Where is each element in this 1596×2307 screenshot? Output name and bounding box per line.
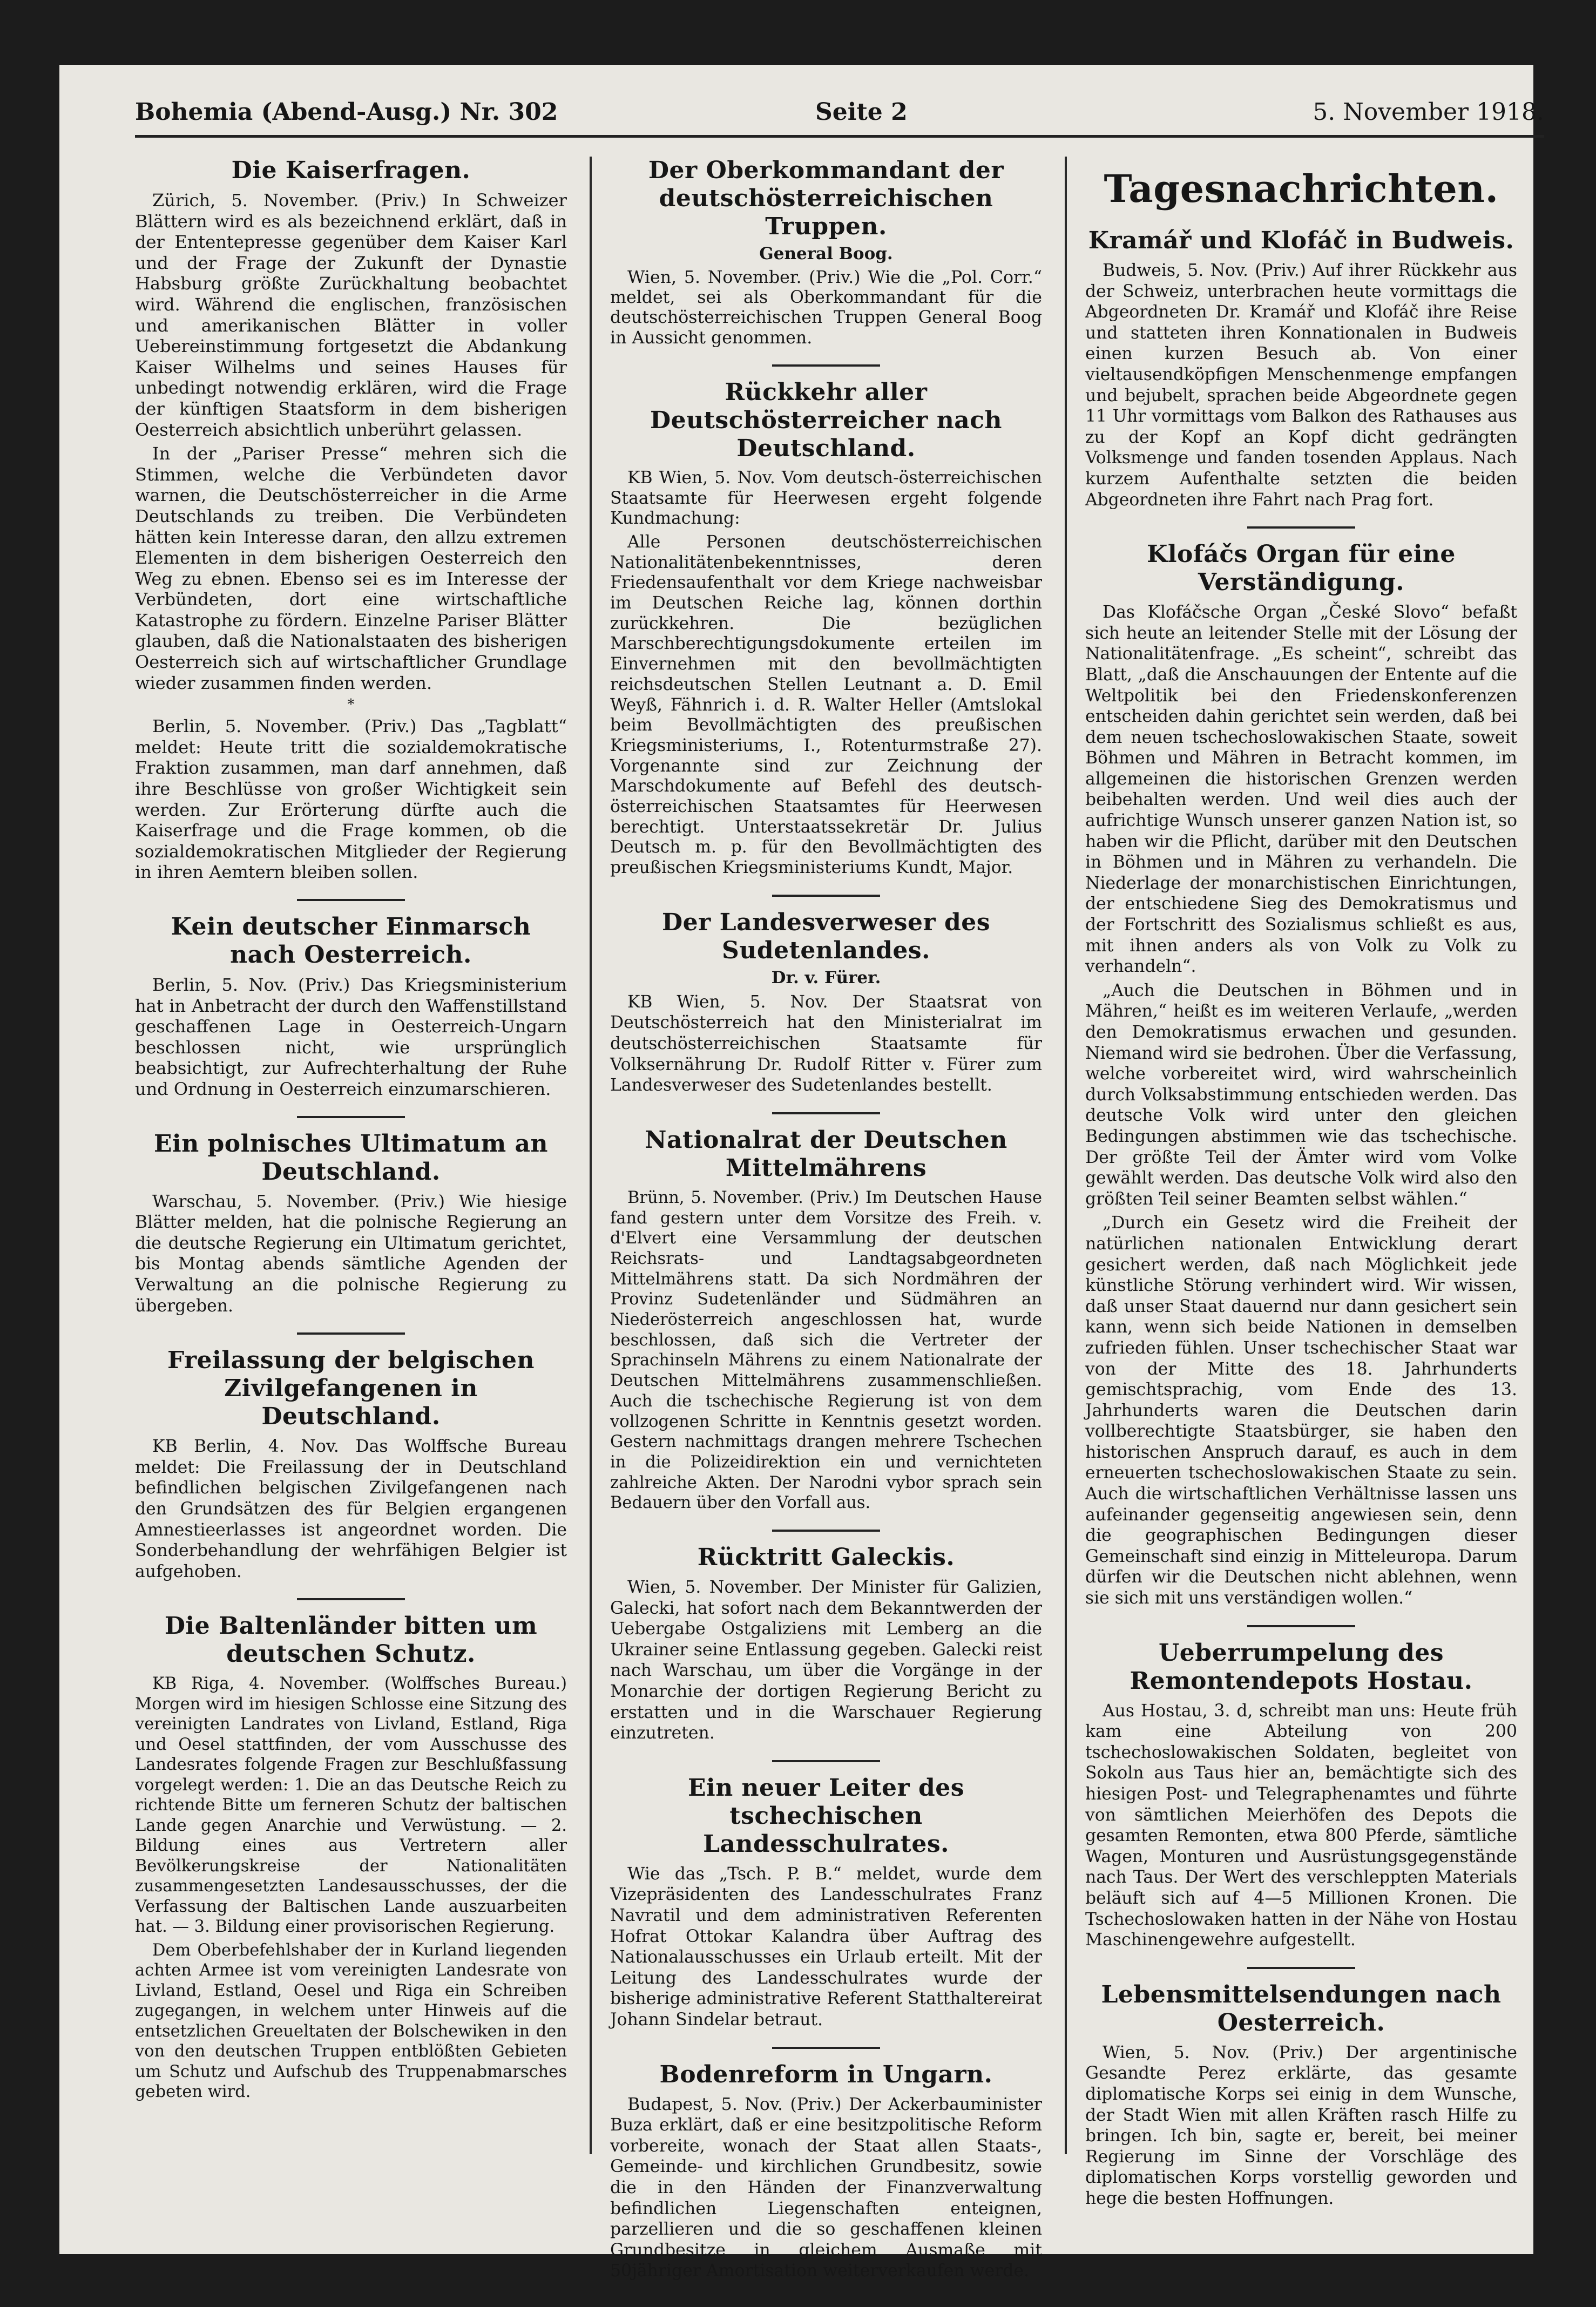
headline: Der Oberkommandant der deutschösterreichischen Truppen. (648, 157, 1004, 240)
paragraph: KB Riga, 4. November. (Wolffsches Bureau.) Morgen wird im hiesigen Schlosse eine Sitzung des vereinigten Landrates von Livland, Estland, Riga und Oesel stattfinden, der vom Ausschusse des Landesrates folgende Fragen zur Beschlußfassung vorgelegt werden: 1. Die an das Deutsche Reich zu richtende Bitte um ferneren Schutz der baltischen Lande gegen Anarchie und Verwüstung. — 2. Bildung eines aus Vertretern aller Bevölkerungskreise der Nationalitäten zusammengesetzten Landesausschusses, der die Verfassung der Baltischen Lande auszuarbeiten hat. — 3. Bildung einer provisorischen Regierung. (135, 1674, 567, 1937)
article-oberkommandant (610, 157, 1042, 348)
paragraph: KB Wien, 5. Nov. Der Staatsrat von Deutschösterreich hat den Ministerialrat im deutschösterreichischen Staatsamte für Volksernährung Dr. Rudolf Ritter v. Fürer zum Landesverweser des Sudetenlandes bestellt. (610, 992, 1042, 1095)
article-separator (772, 364, 880, 367)
section-title: Tagesnachrichten. (1104, 166, 1499, 211)
article-ruecktritt-galecki (610, 1544, 1042, 1744)
article-separator (772, 1530, 880, 1532)
headline: Rücktritt Galeckis. (697, 1544, 955, 1572)
page-header (135, 86, 1544, 138)
article-landesschulrat (610, 1774, 1042, 2031)
paragraph: Wie das „Tsch. P. B.“ meldet, wurde dem Vizepräsidenten des Landesschulrates Franz Navratil und dem administrativen Referenten Hofrat Ottokar Kalandra über Auftrag des Nationalausschusses ein Urlaub erteilt. Mit der Leitung des Landesschulrates wurde der bisherige administrative Referent Statthaltereirat Johann Sindelar betraut. (610, 1864, 1042, 2029)
article-lebensmittel (1085, 1981, 1517, 2209)
article-nationalrat (610, 1126, 1042, 1513)
paragraph: Zürich, 5. November. (Priv.) In Schweizer Blättern wird es als bezeichnend erklärt, daß in der Ententepresse gegenüber dem Kaiser Karl und der Frage der Zukunft der Dynastie Habsburg größte Zurückhaltung beobachtet wird. Während die englischen, französischen und amerikanischen Blätter in voller Uebereinstimmung fortgesetzt die Abdankung Kaiser Wilhelms und seines Hauses für unbedingt notwendig erklären, wird die Frage der künftigen Staatsform in dem bisherigen Oesterreich absichtlich unberührt gelassen. (135, 190, 567, 440)
article-bodenreform (610, 2061, 1042, 2282)
article-belgische-zivilgefangene (135, 1347, 567, 1582)
headline: Ein neuer Leiter des tschechischen Landesschulrates. (687, 1774, 965, 1858)
headline: Nationalrat der Deutschen Mittelmährens (645, 1126, 1007, 1182)
article-separator (1247, 1625, 1355, 1627)
paragraph: „Durch ein Gesetz wird die Freiheit der natürlichen nationalen Entwicklung derart gesichert werden, daß nach Möglichkeit jede künstliche Störung verhindert wird. Wir wissen, daß unser Staat dauernd nur dann gesichert sein kann, wenn sich beide Nationen in demselben zufrieden fühlen. Unser tschechischer Staat war von der Mitte des 18. Jahrhunderts gemischtsprachig, vom Ende des 13. Jahrhunderts waren die Deutschen darin vollberechtigte Staatsbürger, sie haben den historischen Anspruch darauf, es auch in dem erneuerten tschechoslowakischen Staate zu sein. Auch die wirtschaftlichen Verhältnisse lassen uns aufeinander gegenseitig angewiesen sein, denn die geographischen Bedingungen dieser Gemeinschaft sind einzig in Mitteleuropa. Darum dürfen wir die Deutschen nicht ablehnen, wenn sie sich mit uns verständigen wollen.“ (1085, 1213, 1517, 1608)
article-separator (772, 1112, 880, 1114)
paragraph: In der „Pariser Presse“ mehren sich die Stimmen, welche die Verbündeten davor warnen, die Deutschösterreicher in die Arme Deutschlands zu treiben. Die Verbündeten hätten kein Interesse daran, den allzu extremen Elementen in dem bisherigen Oesterreich den Weg zu ebnen. Ebenso sei es im Interesse der Verbündeten, dort eine wirtschaftliche Katastrophe zu fördern. Einzelne Pariser Blätter glauben, daß die Nationalstaaten des bisherigen Oesterreich sich auf wirtschaftlicher Grundlage wieder zusammen finden werden. (135, 443, 567, 693)
headline: Die Baltenländer bitten um deutschen Schutz. (164, 1612, 538, 1668)
article-baltenlaender (135, 1612, 567, 2102)
article-remontendepot (1085, 1639, 1517, 1951)
article-rueckkehr (610, 378, 1042, 878)
paragraph: Alle Personen deutschösterreichischen Nationalitätenbekenntnisses, deren Friedensaufenthalt vor dem Kriege nachweisbar im Deutschen Reiche lag, können dorthin zurückkehren. Die bezüglichen Marschberechtigungsdokumente erteilen im Einvernehmen mit den bevollmächtigten reichsdeutschen Stellen Leutnant a. D. Emil Weyß, Fähnrich i. d. R. Walter Heller (Amtslokal beim Bevollmächtigten des preußischen Kriegsministeriums, I., Rotenturmstraße 27). Vorgenannte sind zur Zeichnung der Marschdokumente auf Befehl des deutsch-österreichischen Staatsamtes für Heerwesen berechtigt. Unterstaatssekretär Dr. Julius Deutsch m. p. für den Bevollmächtigten des preußischen Kriegsministeriums Kundt, Major. (610, 532, 1042, 878)
column-2 (610, 157, 1042, 2281)
headline: Freilassung der belgischen Zivilgefangenen in Deutschland. (167, 1347, 535, 1431)
section-tagesnachrichten (1085, 167, 1517, 211)
article-landesverweser (610, 909, 1042, 1096)
column-1 (135, 157, 567, 2241)
paragraph: Berlin, 5. November. (Priv.) Das „Tagblatt“ meldet: Heute tritt die sozialdemokratische Fraktion zusammen, man darf annehmen, daß ihre Beschlüsse von großer Wichtigkeit sein werden. Zur Erörterung dürfte auch die Kaiserfrage und die Frage kommen, ob die sozialdemokratischen Mitglieder der Regierung in ihren Aemtern bleiben sollen. (135, 716, 567, 883)
article-klofac-organ (1085, 540, 1517, 1609)
article-kaiserfragen (135, 157, 567, 883)
headline: Kein deutscher Einmarsch nach Oesterreich. (171, 913, 531, 969)
paragraph: Brünn, 5. November. (Priv.) Im Deutschen Hause fand gestern unter dem Vorsitze des Freih. v. d'Elvert eine Versammlung der deutschen Reichsrats- und Landtagsabgeordneten Mittelmährens statt. Da sich Nordmähren der Provinz Sudetenländer und Südmähren an Niederösterreich angeschlossen hat, wurde beschlossen, daß sich die Vertreter der Sprachinseln Mährens zu einem Nationalrate der Deutschen Mittelmährens zusammenschließen. Auch die tschechische Regierung ist von dem vollzogenen Schritte in Kenntnis gesetzt worden. Gestern nachmittags drangen mehrere Tschechen in die Polizeidirektion ein und vernichteten zahlreiche Akten. Der Narodni vybor sprach sein Bedauern über den Vorfall aus. (610, 1188, 1042, 1513)
subheadline: General Boog. (759, 244, 893, 263)
article-separator (297, 1116, 405, 1118)
article-einmarsch (135, 913, 567, 1100)
newspaper-page (59, 65, 1544, 2281)
column-3 (1085, 157, 1517, 2241)
paragraph: Wien, 5. November. (Priv.) Wie die „Pol. Corr.“ meldet, sei als Oberkommandant für die deutschösterreichischen Truppen General Boog in Aussicht genommen. (610, 268, 1042, 348)
headline: Die Kaiserfragen. (231, 157, 471, 184)
headline: Klofáčs Organ für eine Verständigung. (1147, 540, 1456, 597)
article-ultimatum (135, 1130, 567, 1317)
paragraph: Aus Hostau, 3. d, schreibt man uns: Heute früh kam eine Abteilung von 200 tschechoslowakischen Soldaten, begleitet von Sokoln aus Taus hier an, bemächtigte sich des hiesigen Post- und Telegraphenamtes und führte von sämtlichen Meierhöfen des Depots die gesamten Remonten, etwa 800 Pferde, sämtliche Wagen, Monturen und Ausrüstungsgegenstände nach Taus. Der Wert des verschleppten Materials beläuft sich auf 4—5 Millionen Kronen. Die Tschechoslowaken hatten in der Nähe von Hostau Maschinengewehre aufgestellt. (1085, 1701, 1517, 1950)
headline: Ein polnisches Ultimatum an Deutschland. (153, 1129, 549, 1186)
column-divider-1 (590, 157, 592, 2154)
paragraph: KB Wien, 5. Nov. Vom deutsch-österreichischen Staatsamte für Heerwesen ergeht folgende Kundmachung: (610, 468, 1042, 529)
article-separator (297, 899, 405, 901)
paragraph: Warschau, 5. November. (Priv.) Wie hiesige Blätter melden, hat die polnische Regierung an die deutsche Regierung ein Ultimatum gerichtet, bis Montag abends sämtliche Agenden der Verwaltung an die polnische Regierung zu übergeben. (135, 1192, 567, 1316)
article-separator (772, 895, 880, 897)
article-separator (772, 2047, 880, 2049)
header-date: 5. November 1918. (1313, 98, 1544, 126)
column-divider-2 (1065, 157, 1067, 2154)
header-page-number: Seite 2 (815, 98, 908, 126)
headline: Rückkehr aller Deutschösterreicher nach Deutschland. (650, 378, 1003, 462)
headline: Bodenreform in Ungarn. (659, 2060, 993, 2088)
header-publication: Bohemia (Abend-Ausg.) Nr. 302 (135, 98, 558, 126)
paragraph: Wien, 5. November. Der Minister für Galizien, Galecki, hat sofort nach dem Bekanntwerden der Uebergabe Ostgaliziens mit Lemberg an die Ukrainer seine Entlassung gegeben. Galecki reist nach Warschau, um über die Vorgänge in der Monarchie der dortigen Regierung Bericht zu erstatten und in die Warschauer Regierung einzutreten. (610, 1578, 1042, 1743)
paragraph: Dem Oberbefehlshaber der in Kurland liegenden achten Armee ist vom vereinigten Landesrate von Livland, Estland, Oesel und Riga ein Schreiben zugegangen, in welchem unter Hinweis auf die entsetzlichen Greueltaten der Bolschewiken in den von den deutschen Truppen entblößten Gebieten um Schutz und Aufschub des Truppenabmarsches gebeten wird. (135, 1940, 567, 2102)
headline: Lebensmittelsendungen nach Oesterreich. (1101, 1980, 1502, 2037)
subheadline: Dr. v. Fürer. (771, 968, 881, 987)
paragraph: KB Berlin, 4. Nov. Das Wolffsche Bureau meldet: Die Freilassung der in Deutschland befindlichen belgischen Zivilgefangenen nach den Grundsätzen des für Belgien ergangenen Amnestieerlasses ist angeordnet worden. Die Sonderbehandlung der wehrfähigen Belgier ist aufgehoben. (135, 1437, 567, 1581)
article-separator (297, 1598, 405, 1600)
article-kramar-klofac (1085, 227, 1517, 510)
paragraph: Berlin, 5. Nov. (Priv.) Das Kriegsministerium hat in Anbetracht der durch den Waffenstillstand geschaffenen Lage in Oesterreich-Ungarn beschlossen nicht, wie ursprünglich beabsichtigt, zur Aufrechterhaltung der Ruhe und Ordnung in Oesterreich einzumarschieren. (135, 975, 567, 1099)
paragraph: „Auch die Deutschen in Böhmen und in Mähren,“ heißt es im weiteren Verlaufe, „werden den Demokratismus erwachen und gesunden. Niemand wird sie bedrohen. Über die Verfassung, welche vorbereitet wird, wird wahrscheinlich durch Volksabstimmung entschieden werden. Das deutsche Volk wird unter den gleichen Bedingungen abstimmen wie das tschechische. Der größte Teil der Ämter wird vom Volke gewählt werden. Das deutsche Volk wird also den größten Teil seiner Beamten selbst wählen.“ (1085, 980, 1517, 1209)
article-separator (1247, 526, 1355, 529)
article-separator (772, 1760, 880, 1762)
article-separator (1247, 1967, 1355, 1969)
paragraph: Das Klofáčsche Organ „České Slovo“ befaßt sich heute an leitender Stelle mit der Lösung der Nationalitätenfrage. „Es scheint“, schreibt das Blatt, „daß die Anschauungen der Entente auf die Weltpolitik bei den Friedenskonferenzen entscheiden dahin gerichtet sein werden, daß bei dem neuen tschechoslowakischen Staate, soweit Böhmen und Mähren in Betracht kommen, im allgemeinen die historischen Grenzen werden beibehalten werden. Und weil dies auch der aufrichtige Wunsch unserer ganzen Nation ist, so haben wir die Pflicht, darüber mit den Deutschen in Böhmen und in Mähren zu verhandeln. Die Niederlage der monarchistischen Einrichtungen, der entschiedene Sieg des Demokratismus und der Fortschritt des Sozialismus schließt es aus, mit ihnen anders als von Volk zu Volk zu verhandeln“. (1085, 603, 1517, 977)
section-star: * (347, 696, 355, 713)
paragraph: Budweis, 5. Nov. (Priv.) Auf ihrer Rückkehr aus der Schweiz, unterbrachen heute vormittags die Abgeordneten Dr. Kramář und Klofáč ihre Reise und statteten ihren Konnationalen in Budweis einen kurzen Besuch ab. Von einer vieltausendköpfigen Menschenmenge empfangen und bejubelt, sprachen beide Abgeordnete gegen 11 Uhr vormittags vom Balkon des Rathauses aus zu der Kopf an Kopf dicht gedrängten Volksmenge und fanden tosenden Applaus. Nach kurzem Aufenthalte setzten die beiden Abgeordneten ihre Fahrt nach Prag fort. (1085, 261, 1517, 510)
article-separator (297, 1332, 405, 1335)
headline: Der Landesverweser des Sudetenlandes. (661, 908, 991, 964)
paragraph: Wien, 5. Nov. (Priv.) Der argentinische Gesandte Perez erklärte, das gesamte diplomatische Korps sei einig in dem Wunsche, der Stadt Wien mit allen Kräften rasch Hilfe zu bringen. Ich bin, sagte er, bereit, bei meiner Regierung im Sinne der Vorschläge des diplomatischen Korps vorstellig geworden und hege die besten Hoffnungen. (1085, 2042, 1517, 2208)
headline: Kramář und Klofáč in Budweis. (1088, 227, 1514, 254)
paragraph: Budapest, 5. Nov. (Priv.) Der Ackerbauminister Buza erklärt, daß er eine besitzpolitische Reform vorbereite, wonach der Staat allen Staats-, Gemeinde- und kirchlichen Grundbesitz, sowie die in den Händen der Finanzverwaltung befindlichen Liegenschaften enteignen, parzellieren und die so geschaffenen kleinen Grundbesitze in gleichem Ausmaße mit 50jähriger Amortisation weiterverkaufen werde. (610, 2094, 1042, 2281)
headline: Ueberrumpelung des Remontendepots Hostau. (1130, 1639, 1473, 1695)
